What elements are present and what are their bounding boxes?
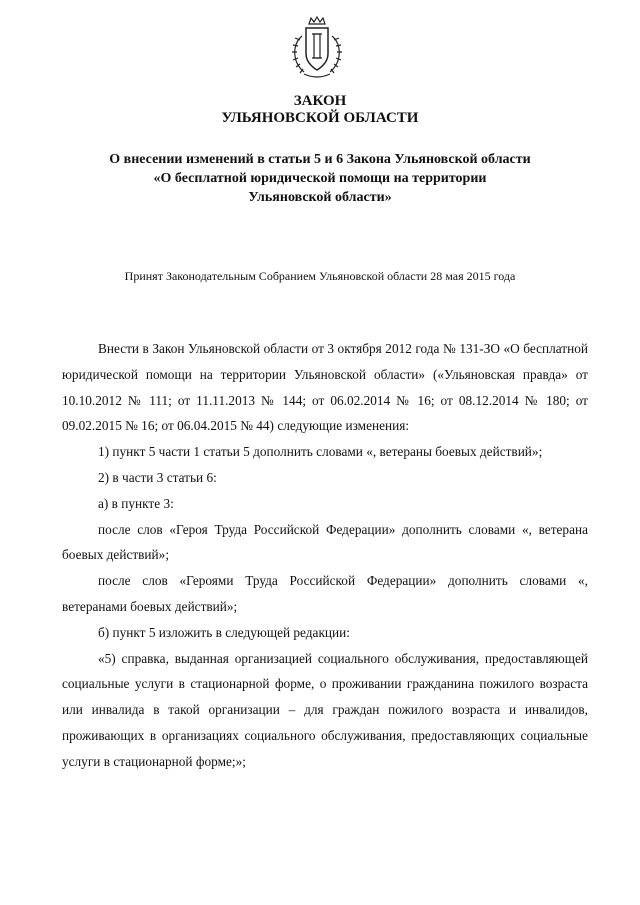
subtitle-line: Ульяновской области» — [248, 190, 392, 205]
subtitle-line: О внесении изменений в статьи 5 и 6 Закона Ульяновской области — [109, 152, 531, 167]
paragraph-item-2: 2) в части 3 статьи 6: — [98, 469, 217, 485]
subtitle-line: «О бесплатной юридической помощи на территории — [153, 171, 487, 186]
law-subtitle — [60, 150, 580, 207]
law-title: ЗАКОН — [293, 93, 347, 109]
paragraph-amendment-1: после слов «Героя Труда Российской Федерации» дополнить словами «, ветерана боевых действий»; — [62, 521, 588, 563]
adoption-note: Принят Законодательным Собранием Ульяновской области 28 мая 2015 года — [124, 269, 516, 283]
paragraph-item-2b: б) пункт 5 изложить в следующей редакции: — [98, 624, 350, 640]
paragraph-item-1: 1) пункт 5 части 1 статьи 5 дополнить словами «, ветераны боевых действий»; — [98, 444, 543, 460]
law-body — [62, 336, 588, 775]
paragraph-item-2a: а) в пункте 3: — [98, 495, 174, 511]
law-region-title: УЛЬЯНОВСКОЙ ОБЛАСТИ — [221, 110, 419, 126]
paragraph-new-text: «5) справка, выданная организацией социального обслуживания, предоставляющей социальные услуги в стационарной форме, о проживании гражданина пожилого возраста или инвалида в такой организации – для граждан пожилого возраста и инвалидов, проживающих в организациях социального обслуживания, предоставляющих социальные услуги в стационарной форме;»; — [62, 650, 588, 769]
coat-of-arms-emblem — [282, 14, 352, 84]
paragraph-intro: Внести в Закон Ульяновской области от 3 октября 2012 года № 131-ЗО «О бесплатной юридической помощи на территории Ульяновской области» («Ульяновская правда» от 10.10.2012 № 111; от 11.11.2013 № 144; от 06.02.2014 № 16; от 08.12.2014 № 180; от 09.02.2015 № 16; от 06.04.2015 № 44) следующие изменения: — [62, 341, 588, 434]
paragraph-amendment-2: после слов «Героями Труда Российской Федерации» дополнить словами «, ветеранами боевых действий»; — [62, 573, 588, 614]
